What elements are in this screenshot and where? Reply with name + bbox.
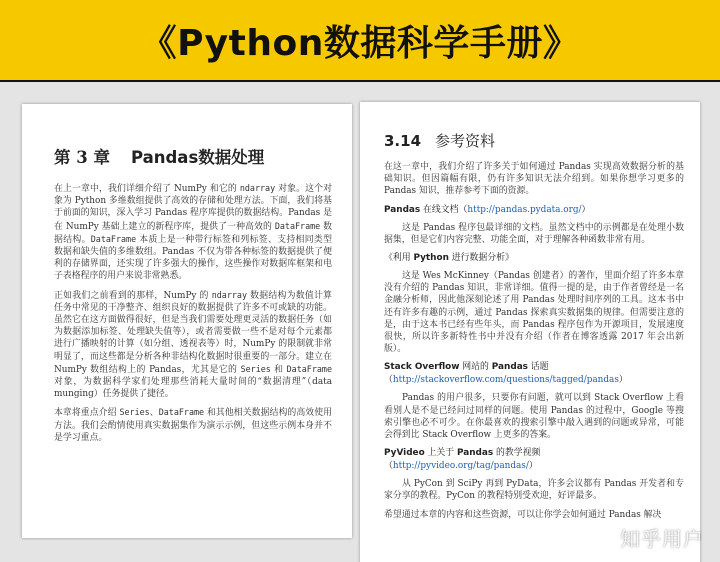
title-banner — [0, 0, 720, 80]
document-viewer — [0, 80, 720, 562]
paragraph-numpy-limits: 正如我们之前看到的那样，NumPy 的 ndarray 数据结构为数值计算任务中常见的干净整齐、组织良好的数据提供了许多不可或缺的功能。虽然它在这方面做得很好，但是当我们需要处理更灵活的数据任务（如为数据添加标签、处理缺失值等），或者需要做一些不是对每个元素都进行广播映射的计算（如分组、透视表等）时，NumPy 的限制就非常明显了，而这些都是分析各种非结构化数据时很重要的一部分。建立在 NumPy 数组结构上的 Pandas，尤其是它的 Series 和 DataFrame 对象，为数据科学家们处理那些消耗大量时间的“数据清理”（data munging）任务提供了捷径。 — [54, 289, 332, 400]
pandas-docs-link[interactable]: http://pandas.pydata.org/ — [467, 204, 582, 215]
resource-desc-stackoverflow: Pandas 的用户很多，只要你有问题，就可以到 Stack Overflow 上看看别人是不是已经问过同样的问题。使用 Pandas 的过程中，Google 等搜索引擎也必不可少。在你最喜欢的搜索引擎中敲入遇到的问题或异常，可能会得到比 Stack Overflow 上更多的答案。 — [384, 393, 684, 441]
resource-desc-pandas-docs: 这是 Pandas 程序包最详细的文档。虽然文档中的示例都是在处理小数据集，但是它们内容完整、功能全面，对于理解各种函数非常有用。 — [384, 222, 684, 245]
paragraph-chapter-focus: 本章将重点介绍 Series、DataFrame 和其他相关数据结构的高效使用方法。我们会酌情使用真实数据集作为演示示例，但这些示例本身并不是学习重点。 — [54, 407, 333, 443]
stackoverflow-link[interactable]: http://stackoverflow.com/questions/tagged/pandas — [392, 375, 619, 386]
references-intro: 在这一章中，我们介绍了许多关于如何通过 Pandas 实现高效数据分析的基础知识。但因篇幅有限，仍有许多知识无法介绍到。如果你想学习更多的 Pandas 知识，推荐参考下面的资源。 — [384, 162, 684, 197]
section-title: 参考资料 — [435, 132, 496, 150]
resource-title-pandas-docs: Pandas 在线文档（http://pandas.pydata.org/） — [384, 204, 591, 215]
resource-title-book: 《利用 Python 进行数据分析》 — [384, 253, 514, 264]
pyvideo-link[interactable]: http://pyvideo.org/tag/pandas/ — [392, 461, 529, 472]
resource-title-stackoverflow: Stack Overflow 网站的 Pandas 话题 （http://stackoverflow.com/questions/tagged/pandas） — [384, 362, 628, 386]
right-page — [360, 102, 700, 562]
zhihu-watermark: 知乎用户 — [620, 527, 704, 551]
resource-desc-pyvideo: 从 PyCon 到 SciPy 再到 PyData，许多会议都有 Pandas 开发者和专家分享的教程。PyCon 的教程特别受欢迎，好评最多。 — [384, 479, 684, 502]
resource-title-pyvideo: PyVideo 上关于 Pandas 的教学视频（http://pyvideo.org/tag/pandas/） — [384, 448, 541, 472]
section-heading — [384, 130, 684, 151]
chapter-number: 第 3 章 — [54, 148, 110, 167]
chapter-heading — [54, 144, 332, 168]
chapter-title: Pandas数据处理 — [130, 148, 265, 167]
left-page — [22, 104, 352, 538]
paragraph-intro: 在上一章中，我们详细介绍了 NumPy 和它的 ndarray 对象。这个对象为 Python 多维数组提供了高效的存储和处理方法。下面，我们将基于前面的知识，深入学习 Pandas 程序库提供的数据结构。Pandas 是在 NumPy 基础上建立的新程序库，提供了一种高效的 DataFrame 数据结构。DataFrame 本质上是一种带行标签和列标签、支持相同类型数据和缺失值的多维数组。Pandas 不仅为带各种标签的数据提供了便利的存储界面，还实现了许多强大的操作，这些操作对数据库框架和电子表格程序的用户来说非常熟悉。 — [54, 183, 333, 282]
resource-desc-book: 这是 Wes McKinney（Pandas 创建者）的著作，里面介绍了许多本章没有介绍的 Pandas 知识，非常详细。值得一提的是，由于作者曾经是一名金融分析师，因此他深刻论述了用 Pandas 处理时间序列的工具。这本书中还有许多有趣的示例，通过 Pandas 探索真实数据集的规律。但需要注意的是，由于这本书已经有些年头，而 Pandas 程序包作为开源项目，发展速度很快，所以许多新特性书中并没有介绍（作者在博客透露 2017 年会出新版）。 — [384, 271, 684, 355]
section-number: 3.14 — [384, 132, 422, 150]
closing-sentence: 希望通过本章的内容和这些资源，可以让你学会如何通过 Pandas 解决 — [384, 509, 662, 520]
banner-title: 《Python数据科学手册》 — [140, 22, 580, 64]
